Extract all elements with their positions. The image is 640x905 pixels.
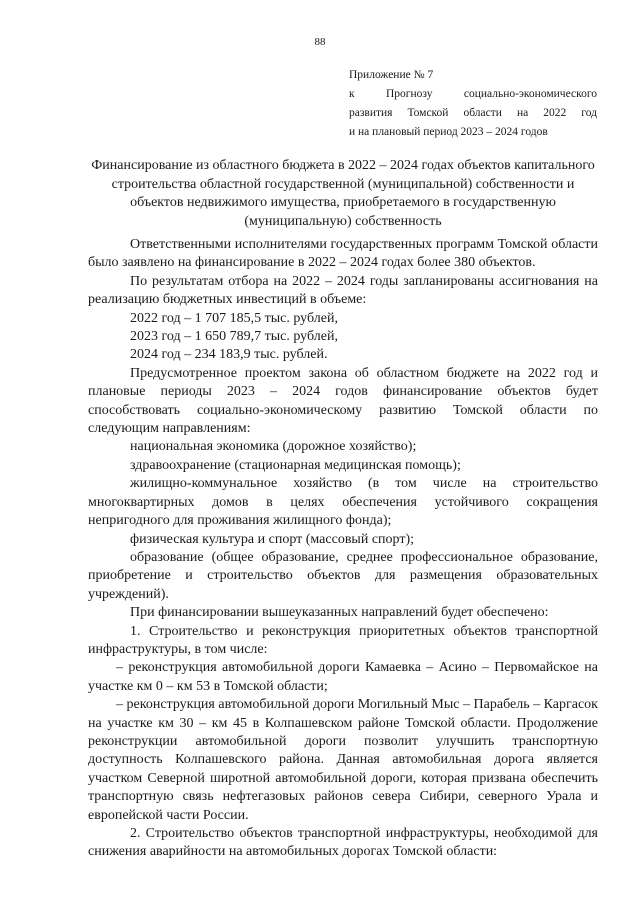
direction-housing: жилищно-коммунальное хозяйство (в том числе на строительство многоквартирных домов в целях обеспечения устойчивого сокращения непригодного для проживания жилищного фонда);: [88, 476, 598, 529]
direction-sport: физическая культура и спорт (массовый спорт);: [130, 531, 415, 547]
direction-healthcare: здравоохранение (стационарная медицинская помощь);: [130, 457, 461, 473]
paragraph-provision-intro: При финансировании вышеуказанных направлений будет обеспечено:: [130, 605, 549, 621]
paragraph-selection-results: По результатам отбора на 2022 – 2024 годы запланированы ассигнования на реализацию бюджетных инвестиций в объеме:: [88, 273, 598, 308]
direction-economy: национальная экономика (дорожное хозяйство);: [130, 439, 417, 455]
appendix-line-3: и на плановый период 2023 – 2024 годов: [349, 126, 548, 138]
document-heading: Финансирование из областного бюджета в 2022 – 2024 годах объектов капитального строительства областной государственной (муниципальной) собственности и объектов недвижимого имущества, приобретаемого в государственную (муниципальную) собственность: [91, 158, 595, 229]
amount-2024: 2024 год – 234 183,9 тыс. рублей.: [130, 347, 328, 363]
paragraph-directions-intro: Предусмотренное проектом закона об областном бюджете на 2022 год и плановые периоды 2023 – 2024 годов финансирование объектов будет способствовать социально-экономическому развитию Томской области по следующим направлениям:: [88, 365, 598, 437]
item-road-mogilny-mys: – реконструкция автомобильной дороги Могильный Мыс – Парабель – Каргасок на участке км 30 – км 45 в Колпашевском районе Томской области. Продолжение реконструкции автомобильной дороги позволит улучшить транспортную доступность Колпашевского района. Данная автомобильная дорога является участком Северной широтной автомобильной дороги, которая призвана обеспечить транспортную связь нефтегазовых районов севера Сибири, северного Урала и европейской части России.: [88, 697, 598, 823]
appendix-line-1: к Прогнозу социально-экономического: [349, 88, 597, 100]
appendix-line-2: развития Томской области на 2022 год: [349, 107, 597, 119]
paragraph-applications: Ответственными исполнителями государственных программ Томской области было заявлено на финансирование в 2022 – 2024 годах более 380 объектов.: [88, 237, 598, 271]
appendix-reference: [349, 66, 597, 142]
page-number: 88: [314, 36, 326, 48]
item-2-transport: 2. Строительство объектов транспортной инфраструктуры, необходимой для снижения аварийности на автомобильных дорогах Томской области:: [88, 826, 598, 860]
amount-2022: 2022 год – 1 707 185,5 тыс. рублей,: [130, 310, 338, 326]
item-road-kamaevka: – реконструкция автомобильной дороги Камаевка – Асино – Первомайское на участке км 0 – км 53 в Томской области;: [88, 660, 598, 694]
direction-education: образование (общее образование, среднее профессиональное образование, приобретение и строительство объектов для размещения образовательных учреждений).: [88, 549, 598, 602]
document-body: [88, 236, 598, 862]
amount-2023: 2023 год – 1 650 789,7 тыс. рублей,: [130, 329, 338, 345]
item-1-transport: 1. Строительство и реконструкция приоритетных объектов транспортной инфраструктуры, в том числе:: [88, 623, 598, 657]
appendix-title: Приложение № 7: [349, 69, 434, 81]
